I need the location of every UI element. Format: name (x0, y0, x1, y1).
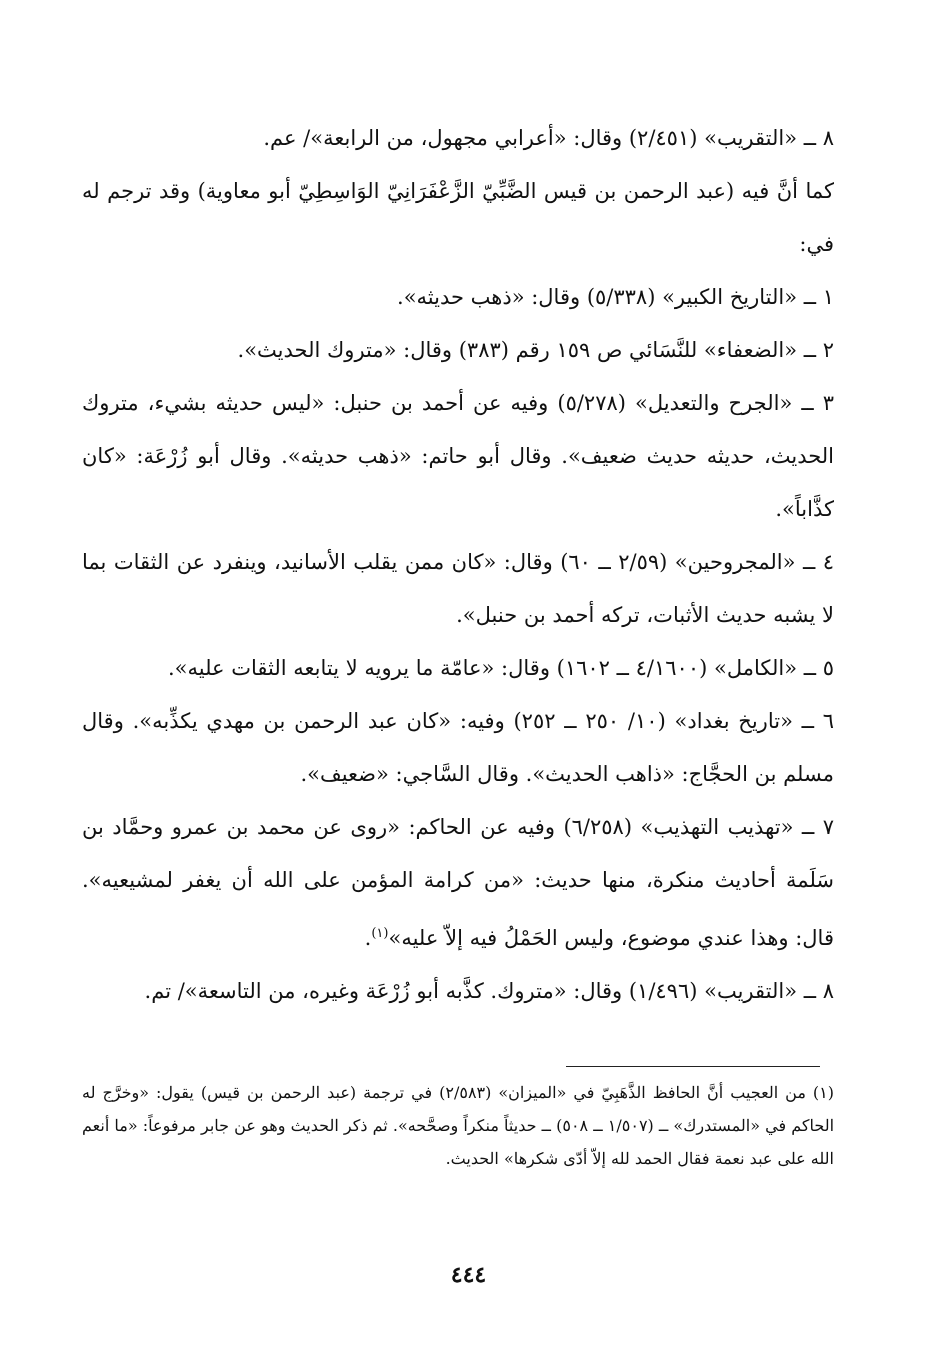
paragraph-9: ٧ ــ «تهذيب التهذيب» (٦/٢٥٨) وفيه عن الحاكم: «روى عن محمد بن عمرو وحمَّاد بن سَلَمة أحاديث منكرة، منها حديث: «من كرامة المؤمن على الله أن يغفر لمشيعيه». قال: وهذا عندي موضوع، وليس الحَمْلُ فيه إلاّ عليه»$^{(١)}$. (82, 815, 834, 950)
paragraph-3: ١ ــ «التاريخ الكبير» (٥/٣٣٨) وقال: «ذهب حديثه». (397, 285, 834, 309)
footnote-reference: (١) (371, 926, 389, 941)
footnote-separator (566, 1066, 820, 1067)
paragraph-6: ٤ ــ «المجروحين» (٢/٥٩ ــ ٦٠) وقال: «كان ممن يقلب الأسانيد، وينفرد عن الثقات بما لا يشبه حديث الأثبات، تركه أحمد بن حنبل». (82, 550, 835, 627)
paragraph-4: ٢ ــ «الضعفاء» للنَّسَائي ص ١٥٩ رقم (٣٨٣) وقال: «متروك الحديث». (237, 338, 834, 362)
paragraph-5: ٣ ــ «الجرح والتعديل» (٥/٢٧٨) وفيه عن أحمد بن حنبل: «ليس حديثه بشيء، متروك الحديث، حديثه حديث ضعيف». وقال أبو حاتم: «ذهب حديثه». وقال أبو زُرْعَة: «كان كذَّاباً». (82, 391, 834, 521)
paragraph-7: ٥ ــ «الكامل» (٤/١٦٠٠ ــ ١٦٠٢) وقال: «عامّة ما يرويه لا يتابعه الثقات عليه». (167, 656, 834, 680)
main-text (82, 112, 834, 1018)
paragraph-1: ٨ ــ «التقريب» (٢/٤٥١) وقال: «أعرابي مجهول، من الرابعة»/ عم. (263, 126, 834, 150)
paragraph-2: كما أنَّ فيه (عبد الرحمن بن قيس الضَّبِّيّ الزَّعْفَرَانِيّ الوَاسِطِيّ أبو معاوية) وقد ترجم له في: (82, 179, 834, 256)
page-number: ٤٤٤ (450, 1262, 487, 1288)
paragraph-8: ٦ ــ «تاريخ بغداد» (١٠/ ٢٥٠ ــ ٢٥٢) وفيه: «كان عبد الرحمن بن مهدي يكذِّبه». وقال مسلم بن الحجَّاج: «ذاهب الحديث». وقال السَّاجي: «ضعيف». (82, 709, 834, 786)
paragraph-9-text: ٧ ــ «تهذيب التهذيب» (٦/٢٥٨) وفيه عن الحاكم: «روى عن محمد بن عمرو وحمَّاد بن سَلَمة أحاديث منكرة، منها حديث: «من كرامة المؤمن على الله أن يغفر لمشيعيه». قال: وهذا عندي موضوع، وليس الحَمْلُ فيه إلاّ عليه» (82, 815, 834, 950)
footnotes (82, 1076, 834, 1175)
footnote-1: (١) من العجيب أنَّ الحافظ الذَّهَبِيّ في «الميزان» (٢/٥٨٣) في ترجمة (عبد الرحمن بن قيس) يقول: «وخرَّج له الحاكم في «المستدرك» ــ (١/٥٠٧ ــ ٥٠٨) ــ حديثاً منكراً وصحَّحه». ثم ذكر الحديث وهو عن جابر مرفوعاً: «ما أنعم الله على عبد نعمة فقال الحمد لله إلاّ أدّى شكرها» الحديث. (82, 1083, 835, 1168)
paragraph-10: ٨ ــ «التقريب» (١/٤٩٦) وقال: «متروك. كذَّبه أبو زُرْعَة وغيره، من التاسعة»/ تم. (144, 979, 834, 1003)
